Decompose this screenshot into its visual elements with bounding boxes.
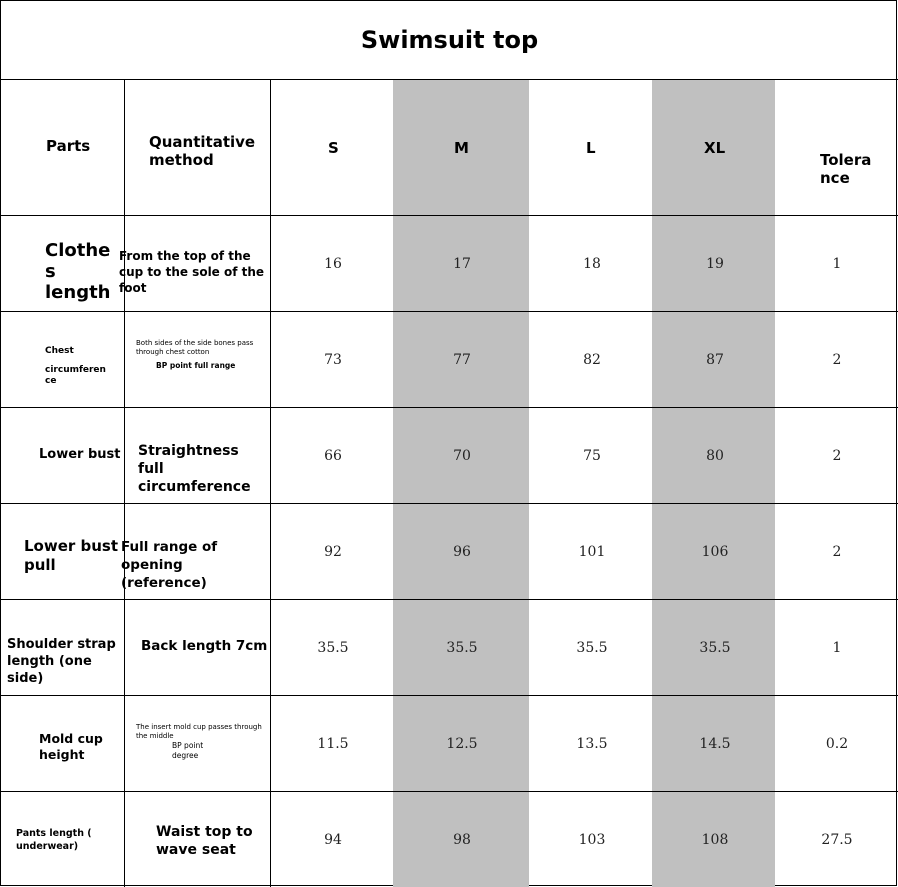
- chart-title: Swimsuit top: [360, 26, 539, 54]
- value-l: 101: [578, 544, 606, 560]
- value-s: 16: [324, 256, 342, 272]
- method-line: BP point: [172, 741, 204, 751]
- value-l: 82: [583, 352, 601, 368]
- value-m: 17: [453, 256, 471, 272]
- value-s: 92: [324, 544, 342, 560]
- grid-line: [1, 791, 898, 792]
- header-size-xl: XL: [704, 139, 726, 157]
- grid-line: [270, 79, 271, 887]
- part-pants-length: Pants length ( underwear): [16, 828, 92, 852]
- value-tolerance: 1: [832, 256, 842, 272]
- value-xl: 106: [701, 544, 729, 560]
- value-m: 70: [453, 448, 471, 464]
- method-lower-bust-pull: Full range of opening (reference): [121, 539, 218, 591]
- value-s: 94: [324, 832, 342, 848]
- grid-line: [124, 79, 125, 887]
- method-line: the middle: [136, 732, 174, 741]
- value-m: 12.5: [446, 736, 478, 752]
- value-l: 75: [583, 448, 601, 464]
- method-line: degree: [172, 750, 199, 760]
- value-s: 35.5: [317, 640, 349, 656]
- value-tolerance: 2: [832, 352, 842, 368]
- value-tolerance: 27.5: [821, 832, 853, 848]
- tolerance-line: nce: [820, 169, 850, 187]
- method-shoulder-strap: Back length 7cm: [141, 638, 268, 654]
- method-line: BP point full range: [156, 361, 236, 371]
- header-method: Quantitative method: [149, 133, 256, 169]
- value-m: 35.5: [446, 640, 478, 656]
- xl-column-shade: [652, 79, 775, 887]
- part-shoulder-strap: Shoulder strap length (one side): [7, 637, 116, 686]
- value-xl: 108: [701, 832, 729, 848]
- grid-line: [1, 311, 898, 312]
- method-pants-length: Waist top to wave seat: [156, 824, 253, 858]
- part-line: Clothe: [45, 240, 111, 261]
- value-xl: 14.5: [699, 736, 731, 752]
- method-mold-cup-height: [136, 723, 266, 761]
- method-line: Both sides of the side bones pass: [136, 339, 254, 347]
- grid-line: [1, 407, 898, 408]
- value-tolerance: 1: [832, 640, 842, 656]
- part-clothes-length: [45, 240, 111, 303]
- value-l: 13.5: [576, 736, 608, 752]
- value-s: 11.5: [317, 736, 349, 752]
- m-column-shade: [393, 79, 529, 887]
- part-lower-bust-pull: Lower bust pull: [24, 537, 119, 574]
- value-m: 96: [453, 544, 471, 560]
- grid-line: [1, 503, 898, 504]
- value-s: 73: [324, 352, 342, 368]
- part-line: length: [45, 282, 111, 303]
- part-mold-cup-height: Mold cup height: [39, 731, 103, 762]
- value-l: 18: [583, 256, 601, 272]
- part-chest-circumference: [45, 346, 106, 387]
- value-l: 35.5: [576, 640, 608, 656]
- grid-line: [1, 599, 898, 600]
- part-line: Chest: [45, 346, 74, 356]
- header-size-l: L: [586, 139, 596, 157]
- value-tolerance: 2: [832, 544, 842, 560]
- grid-line: [1, 79, 898, 80]
- value-xl: 87: [706, 352, 724, 368]
- header-tolerance: [820, 151, 871, 187]
- value-m: 77: [453, 352, 471, 368]
- tolerance-line: Tolera: [820, 151, 872, 169]
- value-xl: 35.5: [699, 640, 731, 656]
- part-line: circumferen: [45, 365, 106, 375]
- method-lower-bust: Straightness full circumference: [138, 443, 251, 495]
- value-xl: 80: [706, 448, 724, 464]
- header-size-m: M: [454, 139, 469, 157]
- value-xl: 19: [706, 256, 724, 272]
- value-m: 98: [453, 832, 471, 848]
- value-tolerance: 0.2: [825, 736, 849, 752]
- part-line: ce: [45, 376, 57, 386]
- value-l: 103: [578, 832, 606, 848]
- value-s: 66: [324, 448, 342, 464]
- part-line: s: [45, 261, 56, 282]
- part-lower-bust: Lower bust: [39, 447, 121, 462]
- grid-line: [1, 215, 898, 216]
- method-clothes-length: From the top of the cup to the sole of the foot: [119, 249, 265, 295]
- header-size-s: S: [328, 139, 339, 157]
- method-line: The insert mold cup passes through: [136, 723, 262, 731]
- grid-line: [1, 695, 898, 696]
- method-chest-circumference: [136, 339, 266, 371]
- value-tolerance: 2: [832, 448, 842, 464]
- header-parts: Parts: [46, 137, 91, 155]
- method-line: through chest cotton: [136, 348, 210, 357]
